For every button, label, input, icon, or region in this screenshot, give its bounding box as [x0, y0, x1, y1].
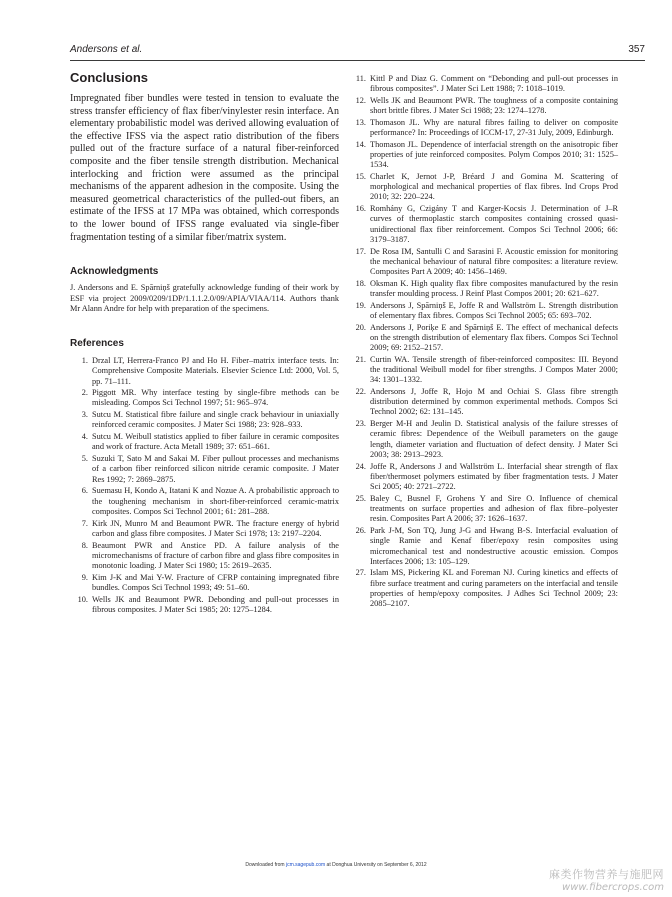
- reference-number: 25.: [355, 493, 366, 503]
- conclusions-heading: Conclusions: [70, 70, 149, 85]
- running-header: [70, 44, 645, 61]
- left-column: [70, 70, 339, 617]
- reference-number: 10.: [77, 594, 88, 604]
- reference-item: [348, 96, 618, 117]
- reference-item: [348, 247, 618, 278]
- reference-item: [70, 388, 339, 409]
- reference-item: [348, 526, 618, 567]
- references-list-right: [348, 74, 618, 610]
- reference-number: 12.: [355, 95, 366, 105]
- watermark-url: www.fibercrops.com: [562, 882, 664, 893]
- reference-text: Piggott MR. Why interface testing by single-fibre methods can be misleading. Compos Sci Technol 1997; 51: 965–974.: [92, 388, 339, 408]
- reference-text: Berger M-H and Jeulin D. Statistical analysis of the failure stresses of ceramic fibres: Dependence of the Weibull parameters on the gauge length, diameter variation and fluctuation of defect density. J Mater Sci 2003; 38: 2913–2923.: [370, 419, 618, 459]
- footer-suffix: at Donghua University on September 6, 2012: [325, 862, 427, 868]
- reference-text: Joffe R, Andersons J and Wallström L. Interfacial shear strength of flax fiber/thermoset polymers estimated by fiber fragmentation tests. J Mater Sci 2005; 40: 2721–2722.: [370, 461, 618, 492]
- reference-number: 11.: [355, 74, 366, 83]
- reference-number: 3.: [81, 410, 88, 420]
- reference-number: 5.: [81, 454, 88, 464]
- reference-number: 14.: [355, 139, 366, 149]
- reference-item: [348, 355, 618, 386]
- reference-number: 1.: [81, 355, 88, 365]
- reference-number: 18.: [355, 278, 366, 288]
- reference-item: [70, 486, 339, 517]
- reference-text: Kim J-K and Mai Y-W. Fracture of CFRP containing impregnated fibre bundles. Compos Sci Technol 1993; 49: 51–60.: [92, 572, 339, 593]
- page-number: 357: [628, 44, 645, 55]
- reference-item: [348, 323, 618, 354]
- acknowledgments-heading: Acknowledgments: [70, 266, 159, 278]
- watermark-title: 麻类作物营养与施肥网: [549, 868, 664, 881]
- reference-number: 8.: [81, 540, 88, 550]
- conclusions-paragraph: Impregnated fiber bundles were tested in tension to evaluate the stress transfer efficiency of flax fiber/vinylester resin interface. An elementary probabilistic model was derived allowing evaluation of the effective IFSS via the aspect ratio distribution of the fibers pulled out of the fracture surface of a natural fiber-reinforced composite and the fiber tensile strength distribution. Mechanical interlocking and friction were assumed as the principal mechanisms of the apparent adhesion in the composite. Using the measured geometrical characteristics of the pulled-out fibers, an estimate of the IFSS at 17 MPa was obtained, which corresponds to the lower bound of IFSS range evaluated via single-fiber fragmentation testing of a similar fiber/matrix system.: [70, 93, 339, 243]
- reference-text: Thomason JL. Dependence of interfacial strength on the anisotropic fiber properties of jute reinforced composites. Polym Compos 2010; 31: 1525–1534.: [370, 139, 618, 170]
- reference-text: Suemasu H, Kondo A, Itatani K and Nozue A. A probabilistic approach to the toughening mechanism in short-fiber-reinforced ceramic-matrix composites. Compos Sci Technol 2001; 61: 281–288.: [92, 486, 339, 517]
- reference-number: 17.: [355, 246, 366, 256]
- reference-item: [348, 494, 618, 525]
- reference-number: 27.: [355, 568, 366, 578]
- reference-text: Beaumont PWR and Anstice PD. A failure analysis of the micromechanisms of fracture of carbon fibre and glass fibre composites in monotonic loading. J Mater Sci 1980; 15: 2619–2635.: [92, 540, 339, 571]
- reference-item: [348, 387, 618, 418]
- reference-item: [348, 279, 618, 300]
- reference-item: [70, 432, 339, 453]
- reference-item: [70, 519, 339, 540]
- reference-item: [70, 356, 339, 387]
- reference-text: Drzal LT, Herrera-Franco PJ and Ho H. Fiber–matrix interface tests. In: Comprehensive Composite Materials. Elsevier Science Ltd: 2000, Vol. 5, pp. 71–111.: [92, 355, 339, 386]
- watermark: [549, 868, 664, 894]
- acknowledgments-paragraph: J. Andersons and E. Spārniņš gratefully acknowledge funding of their work by ESF via project 2009/0209/1DP/1.1.1.2.0/09/APIA/VIAA/114. Authors thank Mr Alann Andre for help with preparation of the specimens.: [70, 283, 339, 314]
- reference-item: [70, 573, 339, 594]
- references-heading: References: [70, 337, 124, 349]
- references-list-left: [70, 356, 339, 616]
- reference-text: Wells JK and Beaumont PWR. The toughness of a composite containing short brittle fibres. J Mater Sci 1988; 23: 1274–1278.: [370, 95, 618, 116]
- reference-number: 2.: [81, 388, 88, 398]
- reference-text: Andersons J, Joffe R, Hojo M and Ochiai S. Glass fibre strength distribution determined by common experimental methods. Compos Sci Technol 2002; 62: 131–145.: [370, 386, 618, 417]
- reference-text: De Rosa IM, Santulli C and Sarasini F. Acoustic emission for monitoring the mechanical behaviour of natural fibre composites: a literature review. Composites Part A 2009; 40: 1456–1469.: [370, 246, 618, 277]
- reference-item: [348, 118, 618, 139]
- reference-text: Wells JK and Beaumont PWR. Debonding and pull-out processes in fibrous composites. J Mater Sci 1985; 20: 1275–1284.: [92, 594, 339, 615]
- reference-number: 21.: [355, 354, 366, 364]
- reference-number: 7.: [81, 518, 88, 528]
- reference-item: [348, 172, 618, 203]
- reference-number: 19.: [355, 300, 366, 310]
- reference-text: Suzuki T, Sato M and Sakai M. Fiber pullout processes and mechanisms of a carbon fiber reinforced silicon nitride ceramic composite. J Mater Res 1992; 7: 2869–2875.: [92, 454, 339, 484]
- reference-text: Park J-M, Son TQ, Jung J-G and Hwang B-S. Interfacial evaluation of single Ramie and Kenaf fiber/epoxy resin composites using micromechanical test and nondestructive acoustic emission. Compos Interfaces 2006; 13: 105–129.: [370, 525, 618, 566]
- reference-number: 23.: [355, 419, 366, 429]
- reference-text: Oksman K. High quality flax fibre composites manufactured by the resin transfer moulding process. J Reinf Plast Compos 2001; 20: 621–627.: [370, 278, 618, 299]
- reference-text: Thomason JL. Why are natural fibres failing to deliver on composite performance? In: Proceedings of ICCM-17, 27-31 July, 2009, Edinburgh.: [370, 117, 618, 138]
- reference-text: Kittl P and Diaz G. Comment on “Debonding and pull-out processes in fibrous composites”. J Mater Sci Lett 1988; 7: 1018–1019.: [370, 74, 618, 94]
- reference-text: Baley C, Busnel F, Grohens Y and Sire O. Influence of chemical treatments on surface properties and adhesion of flax fibre–polyester resin. Composites Part A 2006; 37: 1626–1637.: [370, 493, 618, 524]
- reference-number: 6.: [81, 486, 88, 496]
- reference-text: Curtin WA. Tensile strength of fiber-reinforced composites: III. Beyond the traditional Weibull model for fiber strengths. J Compos Mater 2000; 34: 1301–1332.: [370, 354, 618, 385]
- reference-item: [70, 595, 339, 616]
- reference-item: [348, 74, 618, 95]
- reference-item: [348, 301, 618, 322]
- reference-item: [348, 204, 618, 245]
- reference-number: 22.: [355, 386, 366, 396]
- reference-number: 16.: [355, 204, 366, 214]
- footer-prefix: Downloaded from: [245, 862, 286, 868]
- reference-number: 24.: [355, 461, 366, 471]
- reference-text: Kirk JN, Munro M and Beaumont PWR. The fracture energy of hybrid carbon and glass fibre composites. J Mater Sci 1978; 13: 2197–2204.: [92, 518, 339, 538]
- reference-item: [70, 541, 339, 572]
- reference-number: 4.: [81, 432, 88, 442]
- running-head-authors: Andersons et al.: [70, 44, 143, 55]
- reference-item: [70, 454, 339, 485]
- reference-text: Andersons J, Poriķe E and Spārniņš E. The effect of mechanical defects on the strength distribution of elementary flax fibers. Compos Sci Technol 2009; 69: 2152–2157.: [370, 322, 618, 353]
- footer-link[interactable]: jcm.sagepub.com: [285, 862, 326, 868]
- reference-text: Sutcu M. Statistical fibre failure and single crack behaviour in uniaxially reinforced ceramic composites. J Mater Sci 1988; 23: 928–933.: [92, 410, 339, 430]
- reference-text: Romhány G, Czigány T and Karger-Kocsis J. Determination of J–R curves of thermoplastic starch composites containing crossed quasi-unidirectional flax fiber reinforcement. Compos Sci Technol 2006; 66: 3179–3187.: [370, 204, 618, 244]
- right-column: [348, 74, 618, 611]
- reference-text: Islam MS, Pickering KL and Foreman NJ. Curing kinetics and effects of fibre surface treatment and curing parameters on the interfacial and tensile properties of hemp/epoxy composites. J Adhes Sci Technol 2009; 23: 2085–2107.: [370, 568, 618, 609]
- reference-text: Andersons J, Spārniņš E, Joffe R and Wallström L. Strength distribution of elementary flax fibres. Compos Sci Technol 2005; 65: 693–702.: [370, 300, 618, 320]
- reference-item: [70, 410, 339, 431]
- reference-item: [348, 419, 618, 460]
- reference-item: [348, 568, 618, 609]
- reference-number: 20.: [355, 322, 366, 332]
- reference-number: 15.: [355, 171, 366, 181]
- reference-number: 13.: [355, 117, 366, 127]
- reference-text: Charlet K, Jernot J-P, Bréard J and Gomina M. Scattering of morphological and mechanical properties of flax fibres. Ind Crops Prod 2010; 32: 220–224.: [370, 171, 618, 202]
- reference-item: [348, 462, 618, 493]
- reference-item: [348, 140, 618, 171]
- reference-number: 26.: [355, 525, 366, 535]
- reference-number: 9.: [81, 572, 88, 582]
- reference-text: Sutcu M. Weibull statistics applied to fiber failure in ceramic composites and work of fracture. Acta Metall 1989; 37: 651–661.: [92, 432, 339, 452]
